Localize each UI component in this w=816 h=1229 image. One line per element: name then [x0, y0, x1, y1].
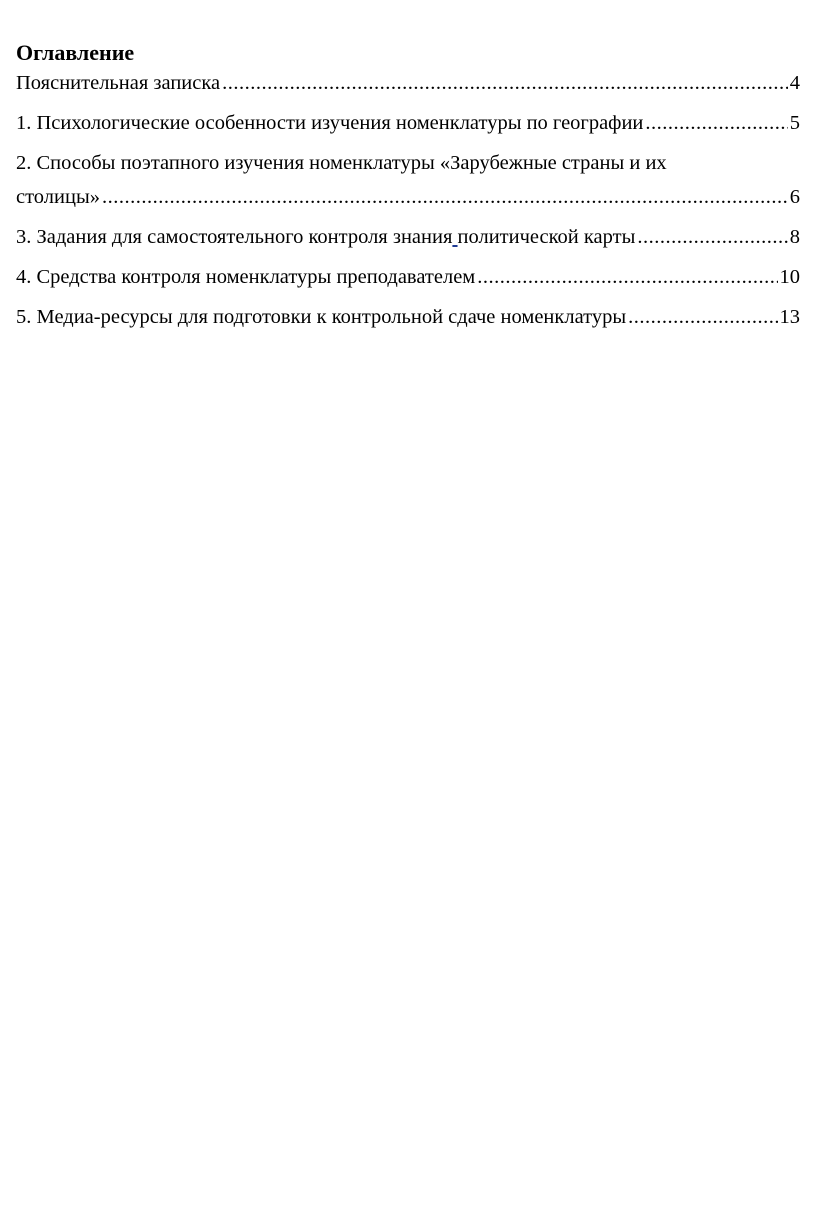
toc-entry-title: 5. Медиа-ресурсы для подготовки к контрольной сдаче номенклатуры	[16, 306, 627, 328]
toc-dot-leader	[102, 184, 788, 210]
toc-entry-page: 8	[789, 226, 800, 248]
toc-entry-title: Пояснительная записка	[16, 72, 221, 94]
toc-entry-3[interactable]	[16, 224, 800, 250]
toc-entry-2[interactable]	[16, 150, 800, 210]
toc-entry-page: 10	[779, 266, 800, 288]
toc-entry-title	[16, 224, 635, 250]
toc-entry-title-line2: столицы»	[16, 186, 100, 208]
toc-dot-leader	[222, 70, 788, 96]
toc-entry-title-part2: политической карты	[457, 226, 636, 248]
toc-entry-title: 1. Психологические особенности изучения номенклатуры по географии	[16, 112, 644, 134]
toc-entry-page: 6	[789, 186, 800, 208]
toc-dot-leader	[645, 110, 787, 136]
toc-heading: Оглавление	[16, 40, 135, 65]
toc-entry-5[interactable]	[16, 304, 800, 330]
toc-entry-page: 5	[789, 112, 800, 134]
toc-dot-leader	[628, 304, 777, 330]
toc-entry-page: 4	[789, 72, 800, 94]
toc-entry-4[interactable]	[16, 264, 800, 290]
toc-entry-page: 13	[779, 306, 800, 328]
toc-entry-continuation	[16, 184, 800, 210]
table-of-contents	[16, 70, 800, 330]
toc-entry-title-line1: 2. Способы поэтапного изучения номенклатуры «Зарубежные страны и их	[16, 152, 667, 174]
toc-dot-leader	[477, 264, 777, 290]
toc-entry-explanatory-note[interactable]	[16, 70, 800, 96]
toc-dot-leader	[637, 224, 787, 250]
toc-entry-title: 4. Средства контроля номенклатуры преподавателем	[16, 266, 476, 288]
toc-entry-1[interactable]	[16, 110, 800, 136]
toc-entry-title-part1: 3. Задания для самостоятельного контроля знания	[16, 226, 453, 248]
